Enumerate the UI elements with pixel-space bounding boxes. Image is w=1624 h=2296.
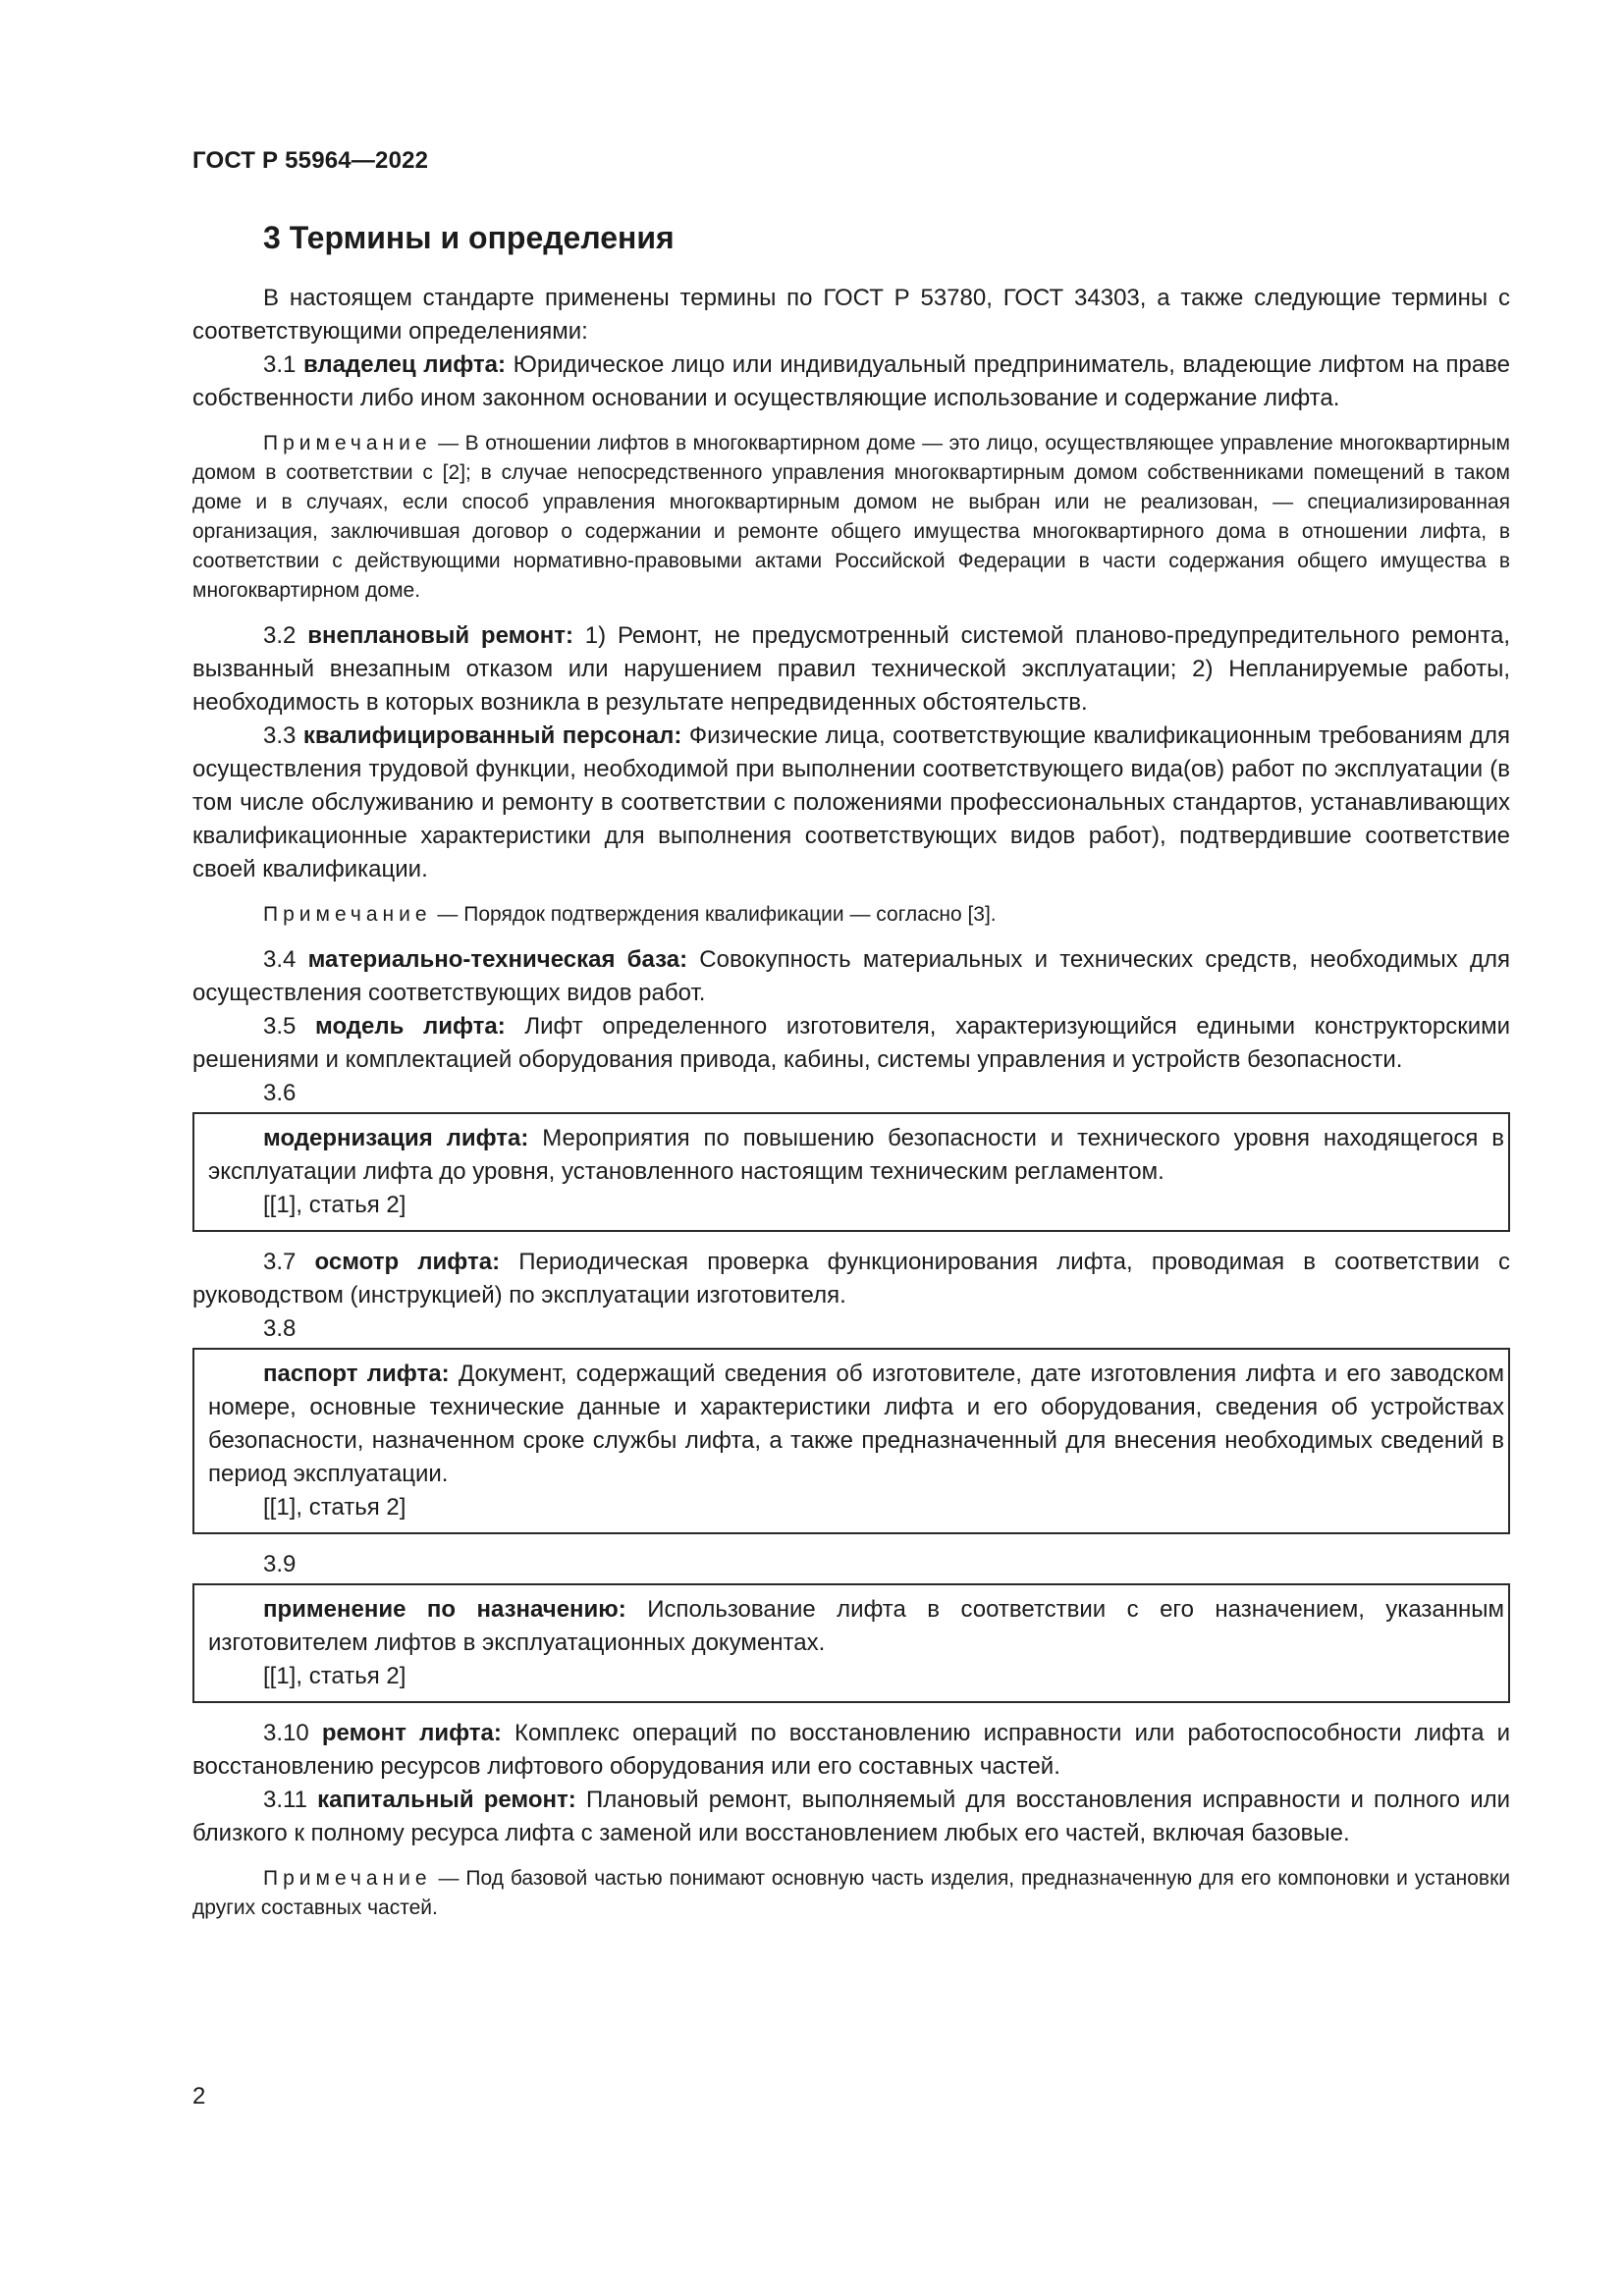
- term-name: капитальный ремонт:: [317, 1787, 576, 1813]
- term-definition: Мероприятия по повышению безопасности и технического уровня находящегося в эксплуатации лифта до уровня, установленного настоящим техническим регламентом.: [208, 1125, 1504, 1185]
- note-text: — Под базовой частью понимают основную часть изделия, предназначенную для его компоновки и установки других составных частей.: [192, 1867, 1510, 1919]
- quoted-term-box-3-8: [192, 1348, 1510, 1534]
- term-name: внеплановый ремонт:: [307, 622, 573, 649]
- term-name: модель лифта:: [315, 1013, 506, 1040]
- term-number: 3.2: [263, 622, 297, 649]
- term-entry-3-10: [192, 1717, 1510, 1784]
- section-title: 3 Термины и определения: [263, 220, 675, 255]
- term-definition: Плановый ремонт, выполняемый для восстановления исправности и полного или близкого к полному ресурса лифта с заменой или восстановлением любых его частей, включая базовые.: [192, 1787, 1511, 1846]
- source-reference: [[1], статья 2]: [263, 1494, 406, 1521]
- term-name: модернизация лифта:: [263, 1125, 529, 1151]
- term-name: применение по назначению:: [263, 1596, 626, 1623]
- note-text: — В отношении лифтов в многоквартирном доме — это лицо, осуществляющее управление многоквартирным домом в соответствии с [2]; в случае непосредственного управления многоквартирным домом собственниками помещений в таком доме и в случаях, если способ управления многоквартирным домом не выбран или не реализован, — специализированная организация, заключившая договор о содержании и ремонте общего имущества многоквартирного дома в отношении лифта, в соответствии с действующими нормативно-правовыми актами Российской Федерации в части содержания общего имущества в многоквартирном доме.: [192, 432, 1510, 602]
- term-definition: Лифт определенного изготовителя, характеризующийся едиными конструкторскими решениями и комплектацией оборудования привода, кабины, системы управления и устройств безопасности.: [192, 1013, 1511, 1073]
- note-label: Примечание: [263, 432, 432, 454]
- document-page: [192, 147, 1510, 1937]
- note-label: Примечание: [263, 1867, 432, 1890]
- term-definition: Совокупность материальных и технических средств, необходимых для осуществления соответствующих видов работ.: [192, 946, 1510, 1006]
- term-name: владелец лифта:: [302, 351, 507, 378]
- document-header: ГОСТ Р 55964—2022: [192, 147, 429, 174]
- term-definition: Физические лица, соответствующие квалификационным требованиям для осуществления трудовой функции, необходимой при выполнении соответствующего вида(ов) работ по эксплуатации (в том числе обслуживанию и ремонту в соответствии с положениями профессиональных стандартов, устанавливающих квалификационные характеристики для выполнения соответствующих видов работ), подтвердившие соответствие своей квалификации.: [192, 722, 1510, 882]
- term-name: паспорт лифта:: [263, 1361, 450, 1387]
- term-number-3-9: 3.9: [263, 1551, 297, 1577]
- note-text: — Порядок подтверждения квалификации — согласно [3].: [437, 903, 997, 926]
- term-number-3-6: 3.6: [263, 1080, 297, 1106]
- term-entry-3-4: [192, 943, 1510, 1010]
- page-number: 2: [192, 2083, 206, 2109]
- term-entry-3-11: [192, 1784, 1510, 1850]
- term-number: 3.10: [263, 1720, 309, 1746]
- term-entry-3-3: [192, 720, 1510, 886]
- term-entry-3-6: [194, 1122, 1508, 1189]
- note-3-3: [192, 900, 1510, 930]
- note-3-1: [192, 429, 1510, 606]
- term-definition: 1) Ремонт, не предусмотренный системой планово-предупредительного ремонта, вызванный внезапным отказом или нарушением правил технической эксплуатации; 2) Непланируемые работы, необходимость в которых возникла в результате непредвиденных обстоятельств.: [192, 622, 1511, 716]
- term-entry-3-1: [192, 348, 1510, 415]
- term-definition: Периодическая проверка функционирования лифта, проводимая в соответствии с руководством (инструкцией) по эксплуатации изготовителя.: [192, 1249, 1510, 1308]
- term-name: материально-техническая база:: [307, 946, 688, 973]
- term-definition: Использование лифта в соответствии с его назначением, указанным изготовителем лифтов в эксплуатационных документах.: [208, 1596, 1505, 1656]
- term-name: квалифицированный персонал:: [302, 722, 682, 749]
- note-3-11: [192, 1864, 1510, 1923]
- source-reference: [[1], статья 2]: [263, 1192, 406, 1218]
- term-name: осмотр лифта:: [314, 1249, 501, 1275]
- term-number: 3.4: [263, 946, 297, 973]
- term-definition: Комплекс операций по восстановлению исправности или работоспособности лифта и восстановлению ресурсов лифтового оборудования или его составных частей.: [192, 1720, 1510, 1780]
- term-number: 3.11: [263, 1787, 307, 1813]
- intro-paragraph: В настоящем стандарте применены термины по ГОСТ Р 53780, ГОСТ 34303, а также следующие термины с соответствующими определениями:: [192, 285, 1510, 345]
- source-reference: [[1], статья 2]: [263, 1663, 406, 1689]
- term-entry-3-5: [192, 1010, 1510, 1077]
- quoted-term-box-3-9: [192, 1583, 1510, 1703]
- term-number: 3.3: [263, 722, 297, 749]
- term-definition: Юридическое лицо или индивидуальный предприниматель, владеющие лифтом на праве собственности либо ином законном основании и осуществляющие использование и содержание лифта.: [192, 351, 1511, 411]
- term-entry-3-7: [192, 1246, 1510, 1312]
- term-number: 3.5: [263, 1013, 297, 1040]
- quoted-term-box-3-6: [192, 1112, 1510, 1232]
- term-entry-3-8: [194, 1358, 1508, 1491]
- note-label: Примечание: [263, 903, 432, 926]
- term-number-3-8: 3.8: [263, 1315, 297, 1342]
- term-number: 3.1: [263, 351, 297, 378]
- term-entry-3-9: [194, 1593, 1508, 1660]
- term-entry-3-2: [192, 619, 1510, 720]
- term-number: 3.7: [263, 1249, 297, 1275]
- term-name: ремонт лифта:: [321, 1720, 502, 1746]
- term-definition: Документ, содержащий сведения об изготовителе, дате изготовления лифта и его заводском номере, основные технические данные и характеристики лифта и его оборудования, сведения об устройствах безопасности, назначенном сроке службы лифта, а также предназначенный для внесения необходимых сведений в период эксплуатации.: [208, 1361, 1504, 1487]
